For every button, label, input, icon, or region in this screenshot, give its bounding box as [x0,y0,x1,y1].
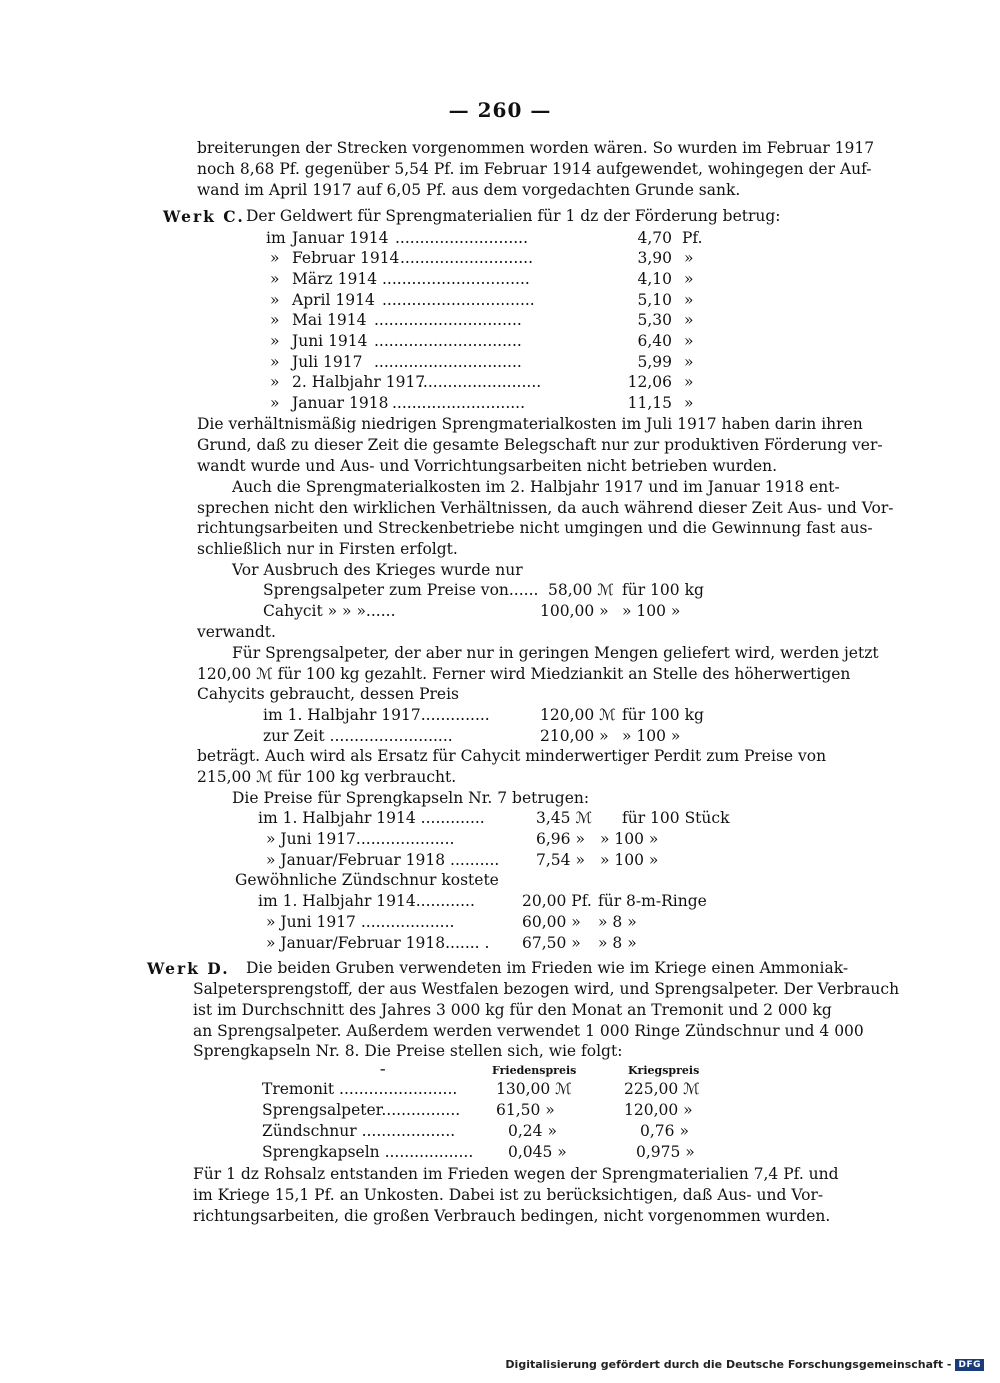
werk-c-label: Werk C. [163,207,245,226]
text-line: Gewöhnliche Zündschnur kostete [235,871,499,889]
text-line: Für 1 dz Rohsalz entstanden im Frieden wegen der Sprengmaterialien 7,4 Pf. und [193,1165,839,1183]
text-line: 120,00 ℳ für 100 kg gezahlt. Ferner wird Miedziankit an Stelle des höherwertigen [197,665,851,683]
werk-d-label: Werk D. [147,959,230,978]
text-line: verwandt. [197,623,276,641]
text-line: Cahycits gebraucht, dessen Preis [197,685,459,703]
text-line: im Kriege 15,1 Pf. an Unkosten. Dabei ist zu berücksichtigen, daß Aus- und Vor- [193,1186,824,1204]
text-line: an Sprengsalpeter. Außerdem werden verwendet 1 000 Ringe Zündschnur und 4 000 [193,1022,864,1040]
text-line: Vor Ausbruch des Krieges wurde nur [232,561,523,579]
text-line: Die beiden Gruben verwendeten im Frieden wie im Kriege einen Ammoniak- [246,959,849,977]
footer-text: Digitalisierung gefördert durch die Deutsche Forschungsgemeinschaft - [505,1358,952,1371]
table-header-war: Kriegspreis [628,1064,700,1077]
text-line: beträgt. Auch wird als Ersatz für Cahycit minderwertiger Perdit zum Preise von [197,747,827,765]
text-line: noch 8,68 Pf. gegenüber 5,54 Pf. im Februar 1914 aufgewendet, wohingegen der Auf- [197,160,872,178]
footer [505,1358,984,1371]
text-line: richtungsarbeiten und Streckenbetriebe nicht umgingen und die Gewinnung fast aus- [197,519,873,537]
text-line: Die Preise für Sprengkapseln Nr. 7 betrugen: [232,789,590,807]
page-number: — 260 — [448,98,552,122]
text-line: wandt wurde und Aus- und Vorrichtungsarbeiten nicht betrieben wurden. [197,457,778,475]
table-header-dash: – [380,1063,386,1076]
text-line: 215,00 ℳ für 100 kg verbraucht. [197,768,457,786]
text-line: Grund, daß zu dieser Zeit die gesamte Belegschaft nur zur produktiven Förderung ver- [197,436,883,454]
text-line: richtungsarbeiten, die großen Verbrauch bedingen, nicht vorgenommen wurden. [193,1207,831,1225]
text-line: Salpetersprengstoff, der aus Westfalen bezogen wird, und Sprengsalpeter. Der Verbrauch [193,980,900,998]
document-page: — 260 — breiterungen der Strecken vorgenommen worden wären. So wurden im Februar 1917 noch 8,68 Pf. gegenüber 5,54 Pf. im Februar 1914 aufgewendet, wohingegen der Auf- wand im April 1917 auf 6,05 Pf. aus dem vorgedachten Grunde sank. Werk C. Der Geldwert für Sprengmaterialien für 1 dz der Förderung betrug: im Januar 1914 ........................... 4,70 Pf. » Februar 1914 ........................... 3,90 » » März 1914 .............................. 4,10 » » April 1914 ............................... 5,10 » » Mai 1914 .............................. 5,30 » » Juni 1914 .............................. 6,40 » » Juli 1917 .............................. 5,99 » » 2. Halbjahr 1917 ......................... 12,06 » » Januar 1918 ........................... 11,15 » Die verhältnismäßig niedrigen Sprengmaterialkosten im Juli 1917 haben darin ihren Grund, daß zu dieser Zeit die gesamte Belegschaft nur zur produktiven Förderung ver- wandt wurde und Aus- und Vorrichtungsarbeiten nicht betrieben wurden. Auch die Sprengmaterialkosten im 2. Halbjahr 1917 und im Januar 1918 ent- sprechen nicht den wirklichen Verhältnissen, da auch während dieser Zeit Aus- und Vor- richtungsarbeiten und Streckenbetriebe nicht umgingen und die Gewinnung fast aus- schließlich nur in Firsten erfolgt. Vor Ausbruch des Krieges wurde nur Sprengsalpeter zum Preise von...... 58,00 ℳ für 100 kg Cahycit » » »...... 100,00 » » 100 » verwandt. Für Sprengsalpeter, der aber nur in geringen Mengen geliefert wird, werden jetzt 120,00 ℳ für 100 kg gezahlt. Ferner wird Miedziankit an Stelle des höherwertigen Cahycits gebraucht, dessen Preis im 1. Halbjahr 1917.............. 120,00 ℳ für 100 kg zur Zeit ......................... 210,00 » » 100 » beträgt. Auch wird als Ersatz für Cahycit minderwertiger Perdit zum Preise von 215,00 ℳ für 100 kg verbraucht. Die Preise für Sprengkapseln Nr. 7 betrugen: im 1. Halbjahr 1914 ............. 3,45 ℳ für 100 Stück » Juni 1917.................... 6,96 » » 100 » » Januar/Februar 1918 .......... 7,54 » » 100 » Gewöhnliche Zündschnur kostete im 1. Halbjahr 1914............ 20,00 Pf. für 8-m-Ringe » Juni 1917 ................... 60,00 » » 8 » » Januar/Februar 1918....... . 67,50 » » 8 » Werk D. Die beiden Gruben verwendeten im Frieden wie im Kriege einen Ammoniak- Salpetersprengstoff, der aus Westfalen bezogen wird, und Sprengsalpeter. Der Verbrauch ist im Durchschnitt des Jahres 3 000 kg für den Monat an Tremonit und 2 000 kg an Sprengsalpeter. Außerdem werden verwendet 1 000 Ringe Zündschnur und 4 000 Sprengkapseln Nr. 8. Die Preise stellen sich, wie folgt: – Friedenspreis Kriegspreis Tremonit ........................ 130,00 ℳ 225,00 ℳ Sprengsalpeter................ 61,50 » 120,00 » Zündschnur ................... 0,24 » 0,76 » Sprengkapseln .................. 0,045 » 0,975 » Für 1 dz Rohsalz entstanden im Frieden wegen der Sprengmaterialien 7,4 Pf. und im Kriege 15,1 Pf. an Unkosten. Dabei ist zu berücksichtigen, daß Aus- und Vor- richtungsarbeiten, die großen Verbrauch bedingen, nicht vorgenommen wurden. Digitalisierung gefördert durch die Deutsche Forschungsgemeinschaft - DFG [0,0,1000,1383]
text-line: Für Sprengsalpeter, der aber nur in geringen Mengen geliefert wird, werden jetzt [232,644,879,662]
text-line: sprechen nicht den wirklichen Verhältnissen, da auch während dieser Zeit Aus- und Vor- [197,499,894,517]
text-line: ist im Durchschnitt des Jahres 3 000 kg für den Monat an Tremonit und 2 000 kg [193,1001,832,1019]
text-line: Sprengkapseln Nr. 8. Die Preise stellen sich, wie folgt: [193,1042,623,1060]
text-line: breiterungen der Strecken vorgenommen worden wären. So wurden im Februar 1917 [197,139,875,157]
text-line: Auch die Sprengmaterialkosten im 2. Halbjahr 1917 und im Januar 1918 ent- [232,478,840,496]
werk-c-intro: Der Geldwert für Sprengmaterialien für 1 dz der Förderung betrug: [246,207,781,225]
table-header-peace: Friedenspreis [492,1064,577,1077]
dfg-logo: DFG [955,1359,984,1371]
text-line: schließlich nur in Firsten erfolgt. [197,540,458,558]
text-line: wand im April 1917 auf 6,05 Pf. aus dem vorgedachten Grunde sank. [197,181,741,199]
text-line: Die verhältnismäßig niedrigen Sprengmaterialkosten im Juli 1917 haben darin ihren [197,415,863,433]
